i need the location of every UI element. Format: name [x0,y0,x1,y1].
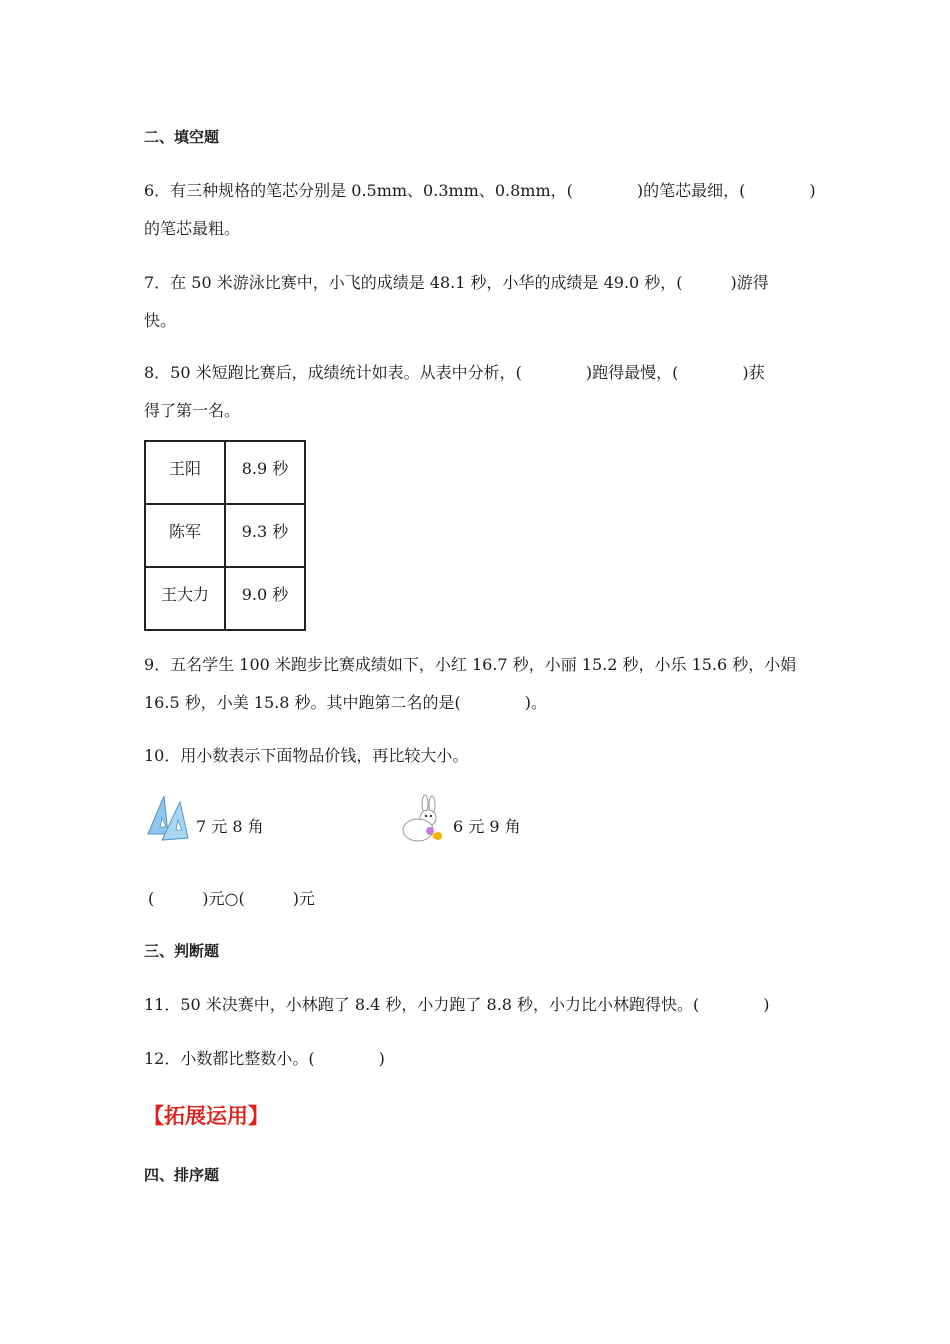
question-11-line-1: 11．50 米决赛中，小林跑了 8.4 秒，小力跑了 8.8 秒，小力比小林跑得快。( ) [144,995,770,1014]
section-4-heading: 四、排序题 [144,1166,220,1184]
triangle-ruler-icon [146,794,192,844]
section-3-heading: 三、判断题 [144,942,220,960]
runner-time-cell: 9.3 秒 [225,504,305,567]
item-1-price: 7 元 8 角 [196,817,264,836]
question-9-line-1: 9．五名学生 100 米跑步比赛成绩如下，小红 16.7 秒，小丽 15.2 秒，小乐 15.6 秒，小娟 [144,655,797,674]
question-10-answer-line: ( )元○( )元 [148,889,315,908]
question-10-line-1: 10．用小数表示下面物品价钱，再比较大小。 [144,746,469,765]
question-7-line-2: 快。 [144,311,177,330]
runner-time-cell: 9.0 秒 [225,567,305,630]
table-row [145,504,305,567]
question-6-line-1: 6．有三种规格的笔芯分别是 0.5mm、0.3mm、0.8mm，( )的笔芯最细，( ) [144,181,816,200]
table-row [145,567,305,630]
rabbit-toy-icon [398,794,450,846]
question-6-line-2: 的笔芯最粗。 [144,219,241,238]
question-12-line-1: 12．小数都比整数小。( ) [144,1049,385,1068]
question-8-line-1: 8．50 米短跑比赛后，成绩统计如表。从表中分析，( )跑得最慢，( )获 [144,363,765,382]
extension-heading: 【拓展运用】 [143,1104,269,1128]
table-row [145,441,305,504]
race-results-table [144,440,306,631]
question-7-line-1: 7．在 50 米游泳比赛中，小飞的成绩是 48.1 秒，小华的成绩是 49.0 秒，( )游得 [144,273,769,292]
runner-name-cell: 王大力 [145,567,225,630]
runner-name-cell: 陈军 [145,504,225,567]
question-8-line-2: 得了第一名。 [144,401,241,420]
question-9-line-2: 16.5 秒，小美 15.8 秒。其中跑第二名的是( )。 [144,693,547,712]
item-2-price: 6 元 9 角 [453,817,521,836]
runner-time-cell: 8.9 秒 [225,441,305,504]
section-2-heading: 二、填空题 [144,128,220,146]
runner-name-cell: 王阳 [145,441,225,504]
